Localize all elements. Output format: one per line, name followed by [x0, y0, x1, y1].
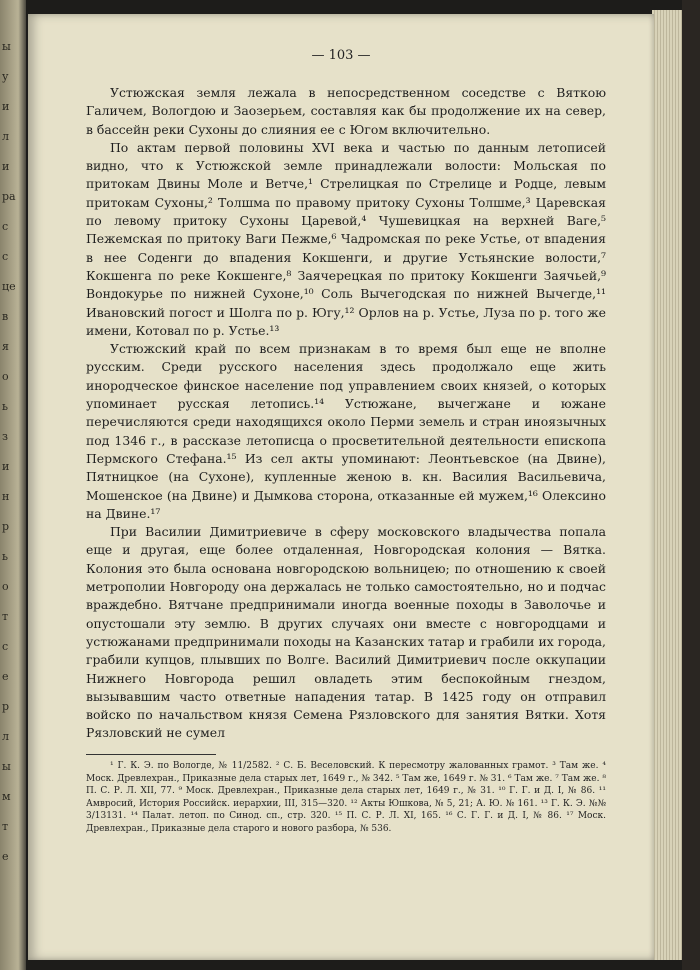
- left-page-fragment: т: [2, 610, 9, 623]
- left-page-fragment: и: [2, 160, 10, 173]
- left-page-fragment: л: [2, 130, 9, 143]
- left-page-fragment: ь: [2, 550, 8, 563]
- background-right: [682, 0, 700, 970]
- left-page-fragment: и: [2, 460, 10, 473]
- left-page-edge: [0, 0, 26, 970]
- left-page-fragment: ы: [2, 40, 11, 53]
- left-page-fragment: т: [2, 820, 9, 833]
- left-page-fragment: р: [2, 520, 10, 533]
- footnote-divider: [86, 754, 216, 755]
- paragraph: Устюжская земля лежала в непосредственном соседстве с Вяткою Галичем, Вологдою и Заозерьем, составляя как бы продолжение их на север, в бассейн реки Сухоны до слияния ее с Югом включительно.: [86, 85, 606, 137]
- left-page-fragment: о: [2, 370, 9, 383]
- left-page-fragment: н: [2, 490, 10, 503]
- footnote-block: ¹ Г. К. Э. по Вологде, № 11/2582. ² С. Б. Веселовский. К пересмотру жалованных грамот. ³ Там же. ⁴ Моск. Древлехран., Приказные дела старых лет, 1649 г., № 342. ⁵ Там же, 1649 г. № 31. ⁶ Там же. ⁷ Там же. ⁸ П. С. Р. Л. XII, 77. ⁹ Моск. Древлехран., Приказные дела старых лет, 1649 г., № 31. ¹⁰ Г. Г. и Д. I, № 86. ¹¹ Амвросий, История Российск. иерархии, III, 315—320. ¹² Акты Юшкова, № 5, 21; А. Ю. № 161. ¹³ Г. К. Э. №№ 3/13131. ¹⁴ Палат. летоп. по Синод. сп., стр. 320. ¹⁵ П. С. Р. Л. XI, 165. ¹⁶ С. Г. Г. и Д. I, № 86. ¹⁷ Моск. Древлехран., Приказные дела старого и нового разбора, № 536.: [86, 761, 606, 834]
- left-page-fragment: р: [2, 700, 10, 713]
- left-page-fragment: у: [2, 70, 9, 83]
- left-page-fragment: з: [2, 430, 8, 443]
- book-page: [28, 14, 654, 960]
- left-page-fragment: с: [2, 250, 9, 263]
- left-page-fragment: ра: [2, 190, 16, 203]
- left-page-fragment: ы: [2, 760, 11, 773]
- left-page-fragment: е: [2, 850, 9, 863]
- left-page-fragment: л: [2, 730, 9, 743]
- page-stack-edge: [652, 10, 682, 960]
- footnotes: [86, 760, 606, 836]
- left-page-fragment: ь: [2, 400, 8, 413]
- left-page-fragment: о: [2, 580, 9, 593]
- left-page-fragment: с: [2, 640, 9, 653]
- left-page-fragment: е: [2, 670, 9, 683]
- page-number: — 103 —: [311, 48, 371, 63]
- paragraph: По актам первой половины XVI века и частью по данным летописей видно, что к Устюжской земле принадлежали волости: Мольская по притокам Двины Моле и Ветче,¹ Стрелицкая по Стрелице и Родце, левым притокам Сухоны,² Толшма по правому притоку Сухоны Толшме,³ Царевская по левому притоку Сухоны Царевой,⁴ Чушевицкая на верхней Ваге,⁵ Пежемская по притоку Ваги Пежме,⁶ Чадромская по реке Устье, от впадения в нее Соденги до впадения Кокшенги, и другие Устьянские волости,⁷ Кокшенга по реке Кокшенге,⁸ Заячерецкая по притоку Кокшенги Заячьей,⁹ Вондокурье по нижней Сухоне,¹⁰ Соль Вычегодская по нижней Вычегде,¹¹ Ивановский погост и Шолга по р. Югу,¹² Орлов на р. Устье, Луза по р. того же имени, Котовал по р. Устье.¹³: [86, 139, 606, 338]
- left-page-fragment: и: [2, 100, 10, 113]
- left-page-fragment: в: [2, 310, 9, 323]
- left-page-fragment: я: [2, 340, 9, 353]
- paragraph: Устюжский край по всем признакам в то время был еще не вполне русским. Среди русского населения здесь продолжало еще жить инородческое финское население под управлением своих князей, о которых упоминает русская летопись.¹⁴ Устюжане, вычегжане и южане перечисляются среди находящихся около Перми земель и стран иноязычных под 1346 г., в рассказе летописца о просветительной деятельности епископа Пермского Стефана.¹⁵ Из сел акты упоминают: Леонтьевское (на Двине), Пятницкое (на Сухоне), купленные женою в. кн. Василия Васильевича, Мошенское (на Двине) и Дымкова сторона, отказанные ей мужем,¹⁶ Олексино на Двине.¹⁷: [86, 341, 606, 521]
- main-text: [86, 84, 606, 743]
- left-page-fragment: с: [2, 220, 9, 233]
- left-page-fragment: м: [2, 790, 11, 803]
- left-page-fragment: це: [2, 280, 16, 293]
- paragraph: При Василии Димитриевиче в сферу московского владычества попала еще и другая, еще более отдаленная, Новгородская колония — Вятка. Колония это была основана новгородскою вольницею; по отношению к своей метрополии Новгороду она держалась не только самостоятельно, но и подчас враждебно. Вятчане предпринимали иногда военные походы в Заволочье и опустошали эту землю. В других случаях они вместе с новгородцами и устюжанами предпринимали походы на Казанских татар и грабили их города, грабили купцов, плывших по Волге. Василий Димитриевич после оккупации Нижнего Новгорода решил овладеть этим беспокойным гнездом, вызывавшим часто ответные нападения татар. В 1425 году он отправил войско по начальством князя Семена Рязловского для занятия Вятки. Хотя Рязловский не сумел: [86, 524, 606, 741]
